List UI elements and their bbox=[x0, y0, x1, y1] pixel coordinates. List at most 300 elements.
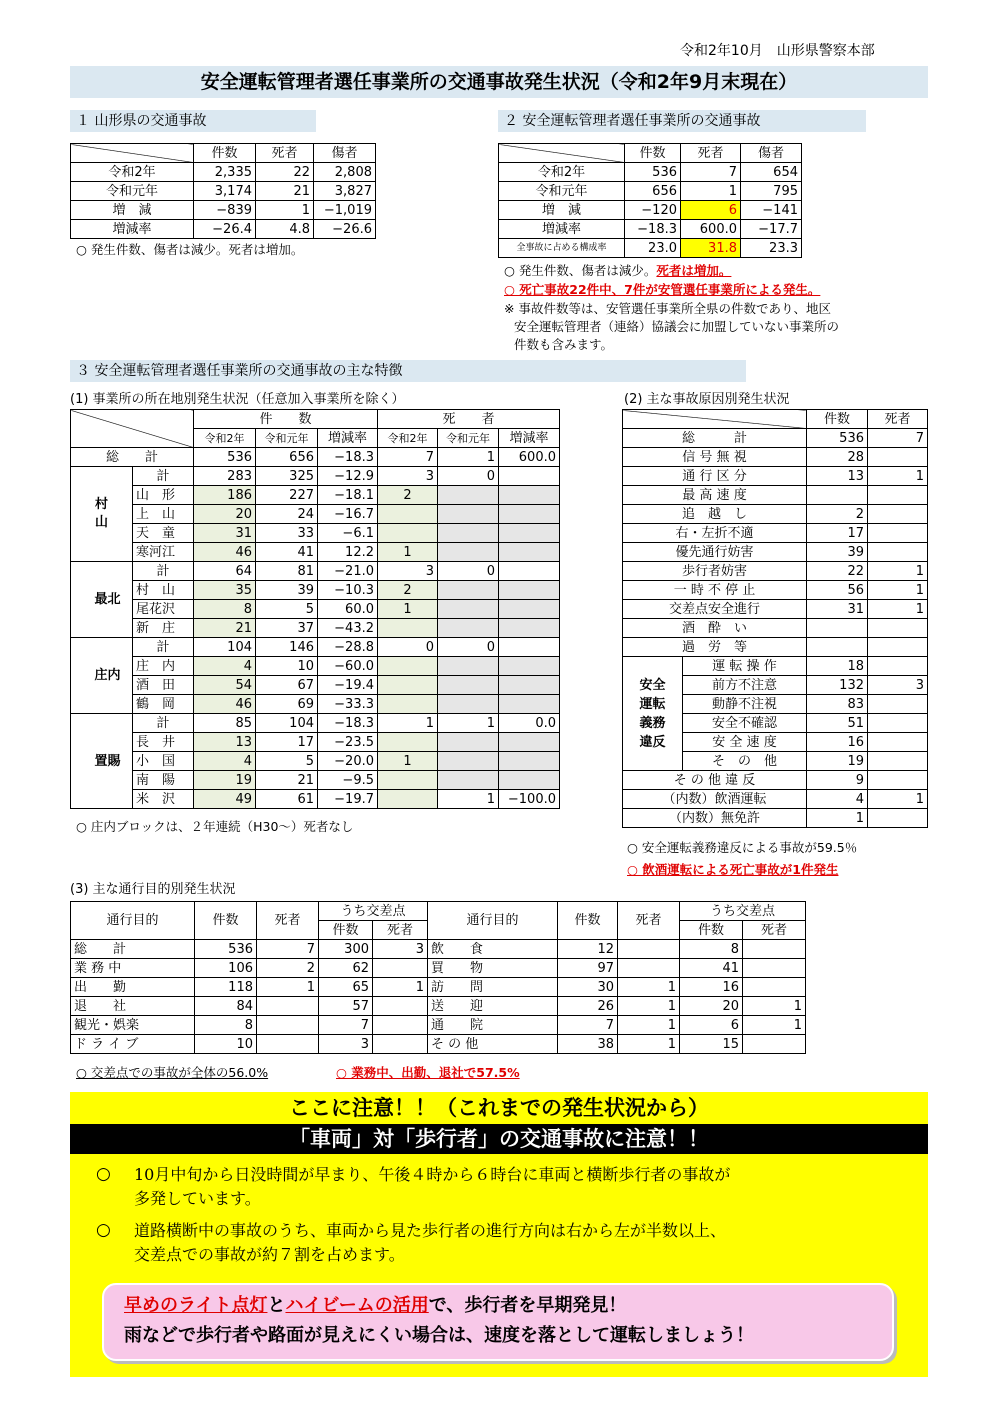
s2-row-label: 令和元年 bbox=[499, 182, 625, 201]
cause-cell bbox=[868, 657, 928, 676]
loc-cell: −20.0 bbox=[318, 752, 378, 771]
loc-cell bbox=[438, 771, 499, 790]
loc-cell: 81 bbox=[256, 562, 318, 581]
loc-block-name bbox=[71, 714, 133, 809]
section3-heading: ３ 安全運転管理者選任事業所の交通事故の主な特徴 bbox=[70, 360, 746, 382]
loc-cell: 325 bbox=[256, 467, 318, 486]
loc-cell: 46 bbox=[194, 543, 256, 562]
loc-cell: 60.0 bbox=[318, 600, 378, 619]
loc-cell: 227 bbox=[256, 486, 318, 505]
purpose-cell: 65 bbox=[319, 978, 373, 997]
loc-sum-label: 計 bbox=[133, 714, 194, 733]
loc-cell bbox=[438, 600, 499, 619]
purpose-label: そ の 他 bbox=[428, 1035, 558, 1054]
purpose-cell bbox=[743, 978, 806, 997]
block-name-text: 置賜 bbox=[94, 753, 121, 769]
loc-col: 令和元年 bbox=[256, 429, 318, 448]
cause-cell bbox=[868, 771, 928, 790]
loc-cell bbox=[438, 695, 499, 714]
purpose-cell bbox=[373, 1016, 428, 1035]
loc-cell: 39 bbox=[256, 581, 318, 600]
purpose-cell bbox=[373, 997, 428, 1016]
cause-cell bbox=[868, 505, 928, 524]
loc-col: 増減率 bbox=[318, 429, 378, 448]
loc-cell: −28.8 bbox=[318, 638, 378, 657]
loc-cell: 104 bbox=[194, 638, 256, 657]
loc-sum-label: 計 bbox=[133, 638, 194, 657]
section2-note3b: 安全運転管理者（連絡）協議会に加盟していない事業所の bbox=[514, 319, 840, 334]
loc-block-name bbox=[71, 638, 133, 714]
purpose-label: 通 院 bbox=[428, 1016, 558, 1035]
cause-label: 安 全 速 度 bbox=[683, 733, 807, 752]
cause-cell bbox=[807, 638, 868, 657]
loc-cell: 41 bbox=[256, 543, 318, 562]
section1-table bbox=[70, 143, 376, 239]
s2-cell: 23.3 bbox=[741, 239, 802, 258]
safety-group-label bbox=[623, 657, 683, 771]
cause-cell bbox=[868, 752, 928, 771]
s1-row-label: 増減率 bbox=[71, 220, 194, 239]
loc-cell: 46 bbox=[194, 695, 256, 714]
cause-label: （内数）飲酒運転 bbox=[623, 790, 807, 809]
loc-cell: 31 bbox=[194, 524, 256, 543]
loc-cell: 61 bbox=[256, 790, 318, 809]
loc-row-label: 上 山 bbox=[133, 505, 194, 524]
cause-cell bbox=[868, 486, 928, 505]
cause-label: 一 時 不 停 止 bbox=[623, 581, 807, 600]
s2-row-label: 全事故に占める構成率 bbox=[499, 239, 625, 258]
cause-label: 優先通行妨害 bbox=[623, 543, 807, 562]
loc-row-label: 村 山 bbox=[133, 581, 194, 600]
loc-cell bbox=[499, 600, 560, 619]
loc-cell: −9.5 bbox=[318, 771, 378, 790]
loc-cell: −19.7 bbox=[318, 790, 378, 809]
cause-label: （内数）無免許 bbox=[623, 809, 807, 828]
caution-bullet1-mark: ○ bbox=[96, 1164, 111, 1184]
caution-title: ここに注意！！（これまでの発生状況から） bbox=[289, 1096, 709, 1120]
loc-row-label: 新 庄 bbox=[133, 619, 194, 638]
advice-box bbox=[102, 1283, 894, 1361]
purpose-cell bbox=[743, 940, 806, 959]
section2-heading: ２ 安全運転管理者選任事業所の交通事故 bbox=[498, 110, 866, 132]
s2-cell: −120 bbox=[625, 201, 681, 220]
loc-sum-label: 計 bbox=[133, 467, 194, 486]
loc-cell: 0 bbox=[438, 467, 499, 486]
advice-line1 bbox=[124, 1293, 626, 1319]
purpose-cell: 16 bbox=[680, 978, 743, 997]
cause-cell: 1 bbox=[868, 562, 928, 581]
s2-cell: 1 bbox=[681, 182, 741, 201]
cause-label: 運 転 操 作 bbox=[683, 657, 807, 676]
cause-cell: 1 bbox=[868, 467, 928, 486]
cause-cell bbox=[868, 714, 928, 733]
s2-cell-highlight: 6 bbox=[681, 201, 741, 220]
s1-cell: 4.8 bbox=[256, 220, 314, 239]
cause-cell: 1 bbox=[868, 600, 928, 619]
purpose-col: 死者 bbox=[257, 902, 319, 940]
loc-cell: 600.0 bbox=[499, 448, 560, 467]
s1-row-label: 令和元年 bbox=[71, 182, 194, 201]
loc-cell: 35 bbox=[194, 581, 256, 600]
s1-cell: 3,827 bbox=[314, 182, 376, 201]
s1-cell: 3,174 bbox=[194, 182, 256, 201]
loc-cell: 0 bbox=[378, 638, 438, 657]
cause-cell: 31 bbox=[807, 600, 868, 619]
cause-label: 過 労 等 bbox=[623, 638, 807, 657]
purpose-cell: 1 bbox=[743, 997, 806, 1016]
loc-row-label: 米 沢 bbox=[133, 790, 194, 809]
s2-col: 件数 bbox=[625, 144, 681, 163]
section1-note: ○ 発生件数、傷者は減少。死者は増加。 bbox=[76, 242, 304, 257]
cause-cell: 83 bbox=[807, 695, 868, 714]
loc-cell bbox=[499, 486, 560, 505]
loc-row-label: 酒 田 bbox=[133, 676, 194, 695]
purpose-label: 退 社 bbox=[71, 997, 195, 1016]
cause-table bbox=[622, 409, 928, 828]
purpose-label: ド ラ イ ブ bbox=[71, 1035, 195, 1054]
purpose-label: 業 務 中 bbox=[71, 959, 195, 978]
purpose-col: 件数 bbox=[195, 902, 257, 940]
s2-note1a: ○ 発生件数、傷者は減少。 bbox=[504, 263, 657, 278]
s2-cell-highlight: 31.8 bbox=[681, 239, 741, 258]
loc-cell: 104 bbox=[256, 714, 318, 733]
cause-label: 総 計 bbox=[623, 429, 807, 448]
purpose-cell: 1 bbox=[618, 978, 680, 997]
s1-cell: −26.4 bbox=[194, 220, 256, 239]
purpose-col: 件数 bbox=[680, 921, 743, 940]
loc-cell: 10 bbox=[256, 657, 318, 676]
loc-total-label: 総 計 bbox=[71, 448, 194, 467]
purpose-col: 死者 bbox=[743, 921, 806, 940]
s1-cell: −1,019 bbox=[314, 201, 376, 220]
loc-cell: 3 bbox=[378, 562, 438, 581]
loc-cell bbox=[499, 619, 560, 638]
loc-group-counts: 件 数 bbox=[194, 410, 378, 429]
s2-cell: 536 bbox=[625, 163, 681, 182]
cause-cell: 9 bbox=[807, 771, 868, 790]
purpose-label: 観光・娯楽 bbox=[71, 1016, 195, 1035]
purpose-cell bbox=[373, 1035, 428, 1054]
s2-col: 死者 bbox=[681, 144, 741, 163]
cause-cell: 56 bbox=[807, 581, 868, 600]
cause-label: そ の 他 違 反 bbox=[623, 771, 807, 790]
section2-note1 bbox=[504, 262, 731, 280]
loc-row-label: 庄 内 bbox=[133, 657, 194, 676]
purpose-cell: 84 bbox=[195, 997, 257, 1016]
loc-cell bbox=[438, 733, 499, 752]
purpose-label: 飲 食 bbox=[428, 940, 558, 959]
purpose-col-inter: うち交差点 bbox=[319, 902, 428, 921]
s1-cell: 1 bbox=[256, 201, 314, 220]
cause-label: 最 高 速 度 bbox=[623, 486, 807, 505]
loc-cell: 536 bbox=[194, 448, 256, 467]
sub2-note1: ○ 安全運転義務違反による事故が59.5％ bbox=[627, 840, 858, 855]
loc-cell: 54 bbox=[194, 676, 256, 695]
loc-cell bbox=[499, 505, 560, 524]
loc-cell: 7 bbox=[378, 448, 438, 467]
cause-label: 動静不注視 bbox=[683, 695, 807, 714]
cause-cell bbox=[807, 486, 868, 505]
loc-cell: −21.0 bbox=[318, 562, 378, 581]
loc-cell: 0 bbox=[438, 562, 499, 581]
s1-col: 傷者 bbox=[314, 144, 376, 163]
s2-note1b: 死者は増加。 bbox=[656, 263, 732, 278]
purpose-label: 出 勤 bbox=[71, 978, 195, 997]
loc-cell bbox=[438, 524, 499, 543]
sub3-note2: ○ 業務中、出勤、退社で57.5% bbox=[336, 1065, 520, 1080]
loc-cell bbox=[438, 505, 499, 524]
loc-cell: 146 bbox=[256, 638, 318, 657]
s2-cell: 23.0 bbox=[625, 239, 681, 258]
block-name-text: 庄内 bbox=[94, 668, 121, 683]
s2-row-label: 増 減 bbox=[499, 201, 625, 220]
purpose-cell: 15 bbox=[680, 1035, 743, 1054]
cause-label: 歩行者妨害 bbox=[623, 562, 807, 581]
purpose-cell: 26 bbox=[558, 997, 618, 1016]
loc-block-name bbox=[71, 467, 133, 562]
loc-group-deaths: 死 者 bbox=[378, 410, 560, 429]
cause-corner bbox=[623, 410, 807, 429]
loc-cell: 0 bbox=[438, 638, 499, 657]
purpose-cell: 1 bbox=[618, 1016, 680, 1035]
cause-cell bbox=[868, 448, 928, 467]
purpose-cell: 118 bbox=[195, 978, 257, 997]
cause-cell: 51 bbox=[807, 714, 868, 733]
purpose-cell: 1 bbox=[743, 1016, 806, 1035]
loc-cell: 24 bbox=[256, 505, 318, 524]
header-date-org: 令和2年10月 山形県警察本部 bbox=[680, 43, 875, 59]
s1-col: 件数 bbox=[194, 144, 256, 163]
loc-cell: 1 bbox=[378, 543, 438, 562]
loc-cell bbox=[499, 695, 560, 714]
cause-cell bbox=[868, 733, 928, 752]
cause-col: 件数 bbox=[807, 410, 868, 429]
purpose-cell bbox=[618, 940, 680, 959]
purpose-cell: 7 bbox=[558, 1016, 618, 1035]
loc-cell: −100.0 bbox=[499, 790, 560, 809]
loc-cell: 656 bbox=[256, 448, 318, 467]
caution-bullet2-mark: ○ bbox=[96, 1220, 111, 1240]
purpose-cell: 7 bbox=[257, 940, 319, 959]
loc-cell: 85 bbox=[194, 714, 256, 733]
purpose-col: 通行目的 bbox=[428, 902, 558, 940]
loc-cell: 283 bbox=[194, 467, 256, 486]
s2-cell: −18.3 bbox=[625, 220, 681, 239]
purpose-cell: 3 bbox=[319, 1035, 373, 1054]
loc-cell bbox=[499, 543, 560, 562]
cause-cell: 1 bbox=[868, 581, 928, 600]
purpose-cell: 7 bbox=[319, 1016, 373, 1035]
section2-note3c: 件数も含みます。 bbox=[514, 337, 614, 352]
caution-bullet2-line1: 道路横断中の事故のうち、車両から見た歩行者の進行方向は右から左が半数以上、 bbox=[134, 1221, 727, 1240]
s1-cell: 2,808 bbox=[314, 163, 376, 182]
cause-cell bbox=[868, 619, 928, 638]
purpose-label: 訪 問 bbox=[428, 978, 558, 997]
s2-cell: 7 bbox=[681, 163, 741, 182]
s1-cell: −26.6 bbox=[314, 220, 376, 239]
loc-cell: 1 bbox=[378, 600, 438, 619]
loc-row-label: 寒河江 bbox=[133, 543, 194, 562]
purpose-col: 死者 bbox=[618, 902, 680, 940]
purpose-cell: 300 bbox=[319, 940, 373, 959]
loc-cell bbox=[438, 752, 499, 771]
cause-cell: 28 bbox=[807, 448, 868, 467]
s1-cell: 21 bbox=[256, 182, 314, 201]
loc-cell: 5 bbox=[256, 752, 318, 771]
purpose-col: 件数 bbox=[319, 921, 373, 940]
cause-label: 信 号 無 視 bbox=[623, 448, 807, 467]
loc-cell bbox=[378, 695, 438, 714]
loc-row-label: 尾花沢 bbox=[133, 600, 194, 619]
s2-cell: −17.7 bbox=[741, 220, 802, 239]
location-table bbox=[70, 409, 560, 809]
loc-cell bbox=[499, 676, 560, 695]
loc-cell: −18.3 bbox=[318, 714, 378, 733]
sub2-heading: (2) 主な事故原因別発生状況 bbox=[624, 392, 790, 407]
loc-cell bbox=[378, 619, 438, 638]
s1-row-label: 令和2年 bbox=[71, 163, 194, 182]
section1-heading: １ 山形県の交通事故 bbox=[70, 110, 316, 132]
purpose-cell: 57 bbox=[319, 997, 373, 1016]
caution-bullet2-line2: 交差点での事故が約７割を占めます。 bbox=[134, 1245, 405, 1264]
purpose-cell bbox=[743, 959, 806, 978]
sub2-note2: ○ 飲酒運転による死亡事故が1件発生 bbox=[627, 862, 839, 877]
loc-cell bbox=[378, 524, 438, 543]
cause-cell bbox=[868, 695, 928, 714]
loc-cell: 5 bbox=[256, 600, 318, 619]
cause-cell bbox=[868, 543, 928, 562]
loc-row-label: 山 形 bbox=[133, 486, 194, 505]
purpose-col-inter: うち交差点 bbox=[680, 902, 806, 921]
purpose-col: 通行目的 bbox=[71, 902, 195, 940]
loc-cell bbox=[499, 752, 560, 771]
purpose-cell: 1 bbox=[618, 997, 680, 1016]
loc-cell: 49 bbox=[194, 790, 256, 809]
loc-cell: −33.3 bbox=[318, 695, 378, 714]
s2-cell: 600.0 bbox=[681, 220, 741, 239]
purpose-cell: 1 bbox=[373, 978, 428, 997]
loc-cell bbox=[378, 505, 438, 524]
loc-cell: −12.9 bbox=[318, 467, 378, 486]
cause-cell bbox=[868, 638, 928, 657]
caution-subtitle: 「車両」対「歩行者」の交通事故に注意！！ bbox=[289, 1127, 709, 1151]
loc-cell: −18.3 bbox=[318, 448, 378, 467]
loc-cell: 8 bbox=[194, 600, 256, 619]
purpose-cell bbox=[257, 1035, 319, 1054]
s2-row-label: 令和2年 bbox=[499, 163, 625, 182]
purpose-cell: 536 bbox=[195, 940, 257, 959]
loc-cell: 21 bbox=[194, 619, 256, 638]
cause-cell: 1 bbox=[868, 790, 928, 809]
advice-text2: で、歩行者を早期発見！ bbox=[428, 1295, 627, 1316]
loc-sum-label: 計 bbox=[133, 562, 194, 581]
loc-row-label: 小 国 bbox=[133, 752, 194, 771]
purpose-cell: 20 bbox=[680, 997, 743, 1016]
purpose-cell bbox=[257, 997, 319, 1016]
loc-cell: 1 bbox=[438, 790, 499, 809]
sub1-note: ○ 庄内ブロックは、２年連続（H30～）死者なし bbox=[76, 819, 354, 834]
loc-cell: 33 bbox=[256, 524, 318, 543]
purpose-cell bbox=[257, 1016, 319, 1035]
loc-cell: 20 bbox=[194, 505, 256, 524]
purpose-label: 買 物 bbox=[428, 959, 558, 978]
loc-cell: 1 bbox=[378, 752, 438, 771]
loc-cell: −16.7 bbox=[318, 505, 378, 524]
s2-cell: 656 bbox=[625, 182, 681, 201]
purpose-cell: 8 bbox=[195, 1016, 257, 1035]
cause-cell: 22 bbox=[807, 562, 868, 581]
cause-cell: 16 bbox=[807, 733, 868, 752]
purpose-label: 総 計 bbox=[71, 940, 195, 959]
cause-cell bbox=[807, 619, 868, 638]
loc-cell: 4 bbox=[194, 752, 256, 771]
loc-cell bbox=[438, 676, 499, 695]
advice-highlight1: 早めのライト点灯 bbox=[124, 1295, 268, 1316]
advice-highlight2: ハイビームの活用 bbox=[285, 1295, 429, 1316]
cause-label: そ の 他 bbox=[683, 752, 807, 771]
cause-label: 交差点安全進行 bbox=[623, 600, 807, 619]
purpose-cell: 12 bbox=[558, 940, 618, 959]
loc-cell: 64 bbox=[194, 562, 256, 581]
cause-cell: 18 bbox=[807, 657, 868, 676]
cause-cell: 39 bbox=[807, 543, 868, 562]
sub3-note1: ○ 交差点での事故が全体の56.0% bbox=[76, 1065, 269, 1080]
loc-cell: −19.4 bbox=[318, 676, 378, 695]
purpose-cell: 1 bbox=[257, 978, 319, 997]
cause-cell: 3 bbox=[868, 676, 928, 695]
loc-cell: 0.0 bbox=[499, 714, 560, 733]
purpose-col: 死者 bbox=[373, 921, 428, 940]
s2-corner bbox=[499, 144, 625, 163]
loc-cell: 37 bbox=[256, 619, 318, 638]
loc-cell bbox=[499, 657, 560, 676]
cause-cell: 4 bbox=[807, 790, 868, 809]
loc-cell bbox=[378, 771, 438, 790]
cause-label: 右・左折不適 bbox=[623, 524, 807, 543]
loc-cell: 67 bbox=[256, 676, 318, 695]
loc-cell bbox=[438, 581, 499, 600]
purpose-cell: 97 bbox=[558, 959, 618, 978]
s1-corner bbox=[71, 144, 194, 163]
loc-cell: 69 bbox=[256, 695, 318, 714]
cause-cell bbox=[868, 524, 928, 543]
purpose-cell: 106 bbox=[195, 959, 257, 978]
purpose-table bbox=[70, 901, 806, 1054]
purpose-cell: 8 bbox=[680, 940, 743, 959]
s1-row-label: 増 減 bbox=[71, 201, 194, 220]
loc-cell: 2 bbox=[378, 581, 438, 600]
purpose-cell bbox=[373, 959, 428, 978]
loc-cell bbox=[378, 657, 438, 676]
purpose-cell: 1 bbox=[618, 1035, 680, 1054]
safety-group-text: 安全運転義務違反 bbox=[639, 677, 666, 750]
cause-col: 死者 bbox=[868, 410, 928, 429]
caution-panel bbox=[70, 1092, 928, 1377]
loc-cell bbox=[499, 733, 560, 752]
loc-cell bbox=[499, 581, 560, 600]
purpose-cell: 2 bbox=[257, 959, 319, 978]
cause-label: 通 行 区 分 bbox=[623, 467, 807, 486]
loc-cell: −10.3 bbox=[318, 581, 378, 600]
loc-cell: 4 bbox=[194, 657, 256, 676]
caution-subtitle-bar bbox=[70, 1124, 928, 1154]
loc-cell: 12.2 bbox=[318, 543, 378, 562]
s2-col: 傷者 bbox=[741, 144, 802, 163]
sub3-heading: (3) 主な通行目的別発生状況 bbox=[70, 882, 236, 897]
caution-bullet1-line2: 多発しています。 bbox=[134, 1189, 261, 1208]
loc-cell: 19 bbox=[194, 771, 256, 790]
purpose-cell: 38 bbox=[558, 1035, 618, 1054]
